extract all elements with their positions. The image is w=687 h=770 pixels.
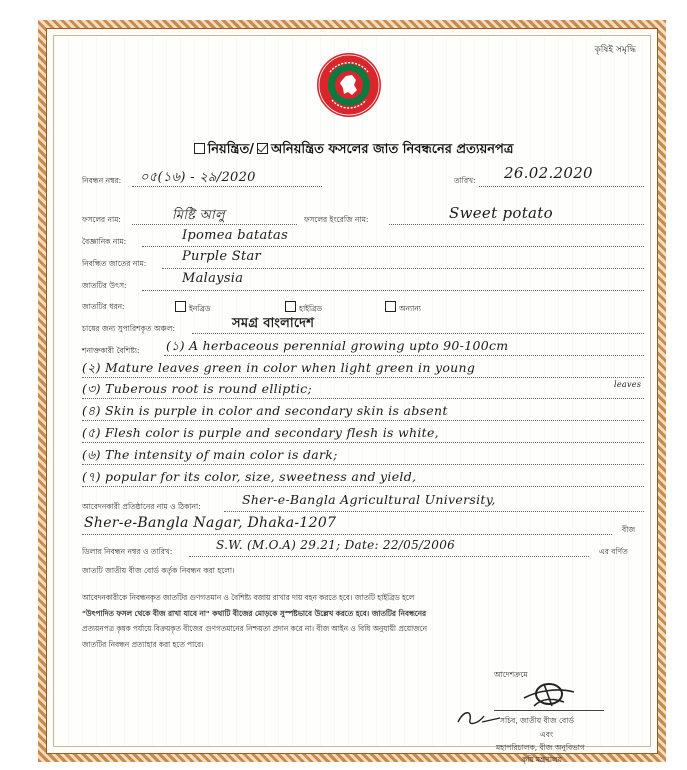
scientific-name-label: বৈজ্ঞানিক নাম:	[82, 237, 127, 246]
notice-line-2: "উৎপাদিত ফসল থেকে বীজ রাখা যাবে না" কথাটি বীজের মোড়কে সুস্পষ্টভাবে উল্লেখ করতে হবে। জাতটির নিবন্ধনের	[82, 608, 427, 618]
trait-6: (৬) The intensity of main color is dark;	[82, 447, 338, 462]
dealer-ref-value: S.W. (M.O.A) 29.21; Date: 22/05/2006	[216, 538, 456, 552]
notice-line-4: জাতটির নিবন্ধন প্রত্যাহার করা হতে পারে।	[82, 639, 204, 649]
title-option-regulated: নিয়ন্ত্রিত/	[207, 142, 254, 157]
trait-2-wrap: leaves	[614, 380, 642, 389]
inbred-checkbox[interactable]	[175, 301, 186, 312]
applicant-address: Sher-e-Bangla Nagar, Dhaka-1207	[84, 515, 337, 531]
certificate-frame	[46, 28, 658, 764]
trait-1: (১) A herbaceous perennial growing upto 90-100cm	[166, 338, 509, 353]
traits-label: শনাক্তকারী বৈশিষ্ট্য:	[82, 346, 140, 355]
certificate-border	[38, 20, 666, 762]
by-order-label: আদেশক্রমে	[494, 670, 528, 679]
applicant-line-2	[82, 534, 612, 535]
applicant-label: আবেদনকারী প্রতিষ্ঠানের নাম ও ঠিকানা:	[82, 502, 201, 511]
variety-type-label: জাতটির ধরন:	[82, 302, 125, 311]
reg-number-label: নিবন্ধন নম্বর:	[82, 176, 122, 185]
unregulated-checkbox[interactable]	[257, 143, 268, 154]
certificate-paper	[53, 35, 651, 764]
ministry-title: কৃষি মন্ত্রণালয়	[522, 755, 563, 764]
inbred-label: ইনব্রিড	[189, 304, 211, 313]
variety-label: নিবন্ধিত জাতের নাম:	[82, 259, 147, 268]
crop-name-label: ফসলের নাম:	[82, 215, 121, 224]
regulated-checkbox[interactable]	[194, 143, 205, 154]
other-label: অন্যান্য	[399, 304, 421, 313]
trait-7: (৭) popular for its color, size, sweetness and yield,	[82, 469, 417, 484]
trait-5: (৫) Flesh color is purple and secondary flesh is white,	[82, 425, 439, 440]
certificate-title	[54, 140, 650, 161]
date-value: 26.02.2020	[504, 164, 593, 182]
type-other-option	[382, 301, 421, 316]
and-label: এবং	[540, 730, 554, 739]
other-checkbox[interactable]	[385, 301, 396, 312]
english-name-label: ফসলের ইংরেজি নাম:	[304, 215, 369, 224]
director-general-title: মহাপরিচালক, বীজ অনুবিভাগ	[496, 743, 585, 752]
signature-line	[494, 710, 604, 711]
scientific-name-value: Ipomea batatas	[182, 228, 289, 243]
notice-paragraph	[82, 590, 652, 652]
registration-closing: জাতটি জাতীয় বীজ বোর্ড কর্তৃক নিবন্ধন করা হলো।	[82, 566, 235, 575]
hybrid-label: হাইব্রিড	[299, 304, 323, 313]
applicant-line-1	[224, 511, 644, 512]
applicant-name: Sher-e-Bangla Agricultural University,	[242, 492, 496, 507]
crop-name-value: মিষ্টি আলু	[172, 208, 225, 223]
origin-line	[142, 290, 644, 291]
notice-line-3: প্রত্যয়নপত্র কৃষক পর্যায়ে বিক্রয়কৃত বীজের গুণগতমানের নিশ্চয়তা প্রদান করে না। বীজ আইন ও বিধি অনুযায়ী প্রয়োজনে	[82, 624, 427, 633]
english-name-value: Sweet potato	[449, 204, 553, 222]
seed-suffix: বীজ	[622, 525, 636, 534]
date-label: তারিখ:	[454, 176, 476, 185]
variety-value: Purple Star	[182, 249, 262, 264]
government-seal-icon	[316, 52, 382, 118]
title-option-unregulated: অনিয়ন্ত্রিত ফসলের জাত নিবন্ধনের প্রত্যয়নপত্র	[270, 142, 514, 157]
type-inbred-option	[172, 301, 210, 316]
origin-label: জাতটির উৎস:	[82, 281, 127, 290]
hybrid-checkbox[interactable]	[285, 301, 296, 312]
recommended-area-value: সমগ্র বাংলাদেশ	[232, 316, 315, 331]
reg-number-value: ০৫(১৬) - ২৯/2020	[140, 170, 256, 185]
dealer-ref-label: ডিলার নিবন্ধন নম্বর ও তারিখ:	[82, 547, 173, 556]
handwritten-signature-icon	[454, 704, 504, 730]
notice-line-1: আবেদনকারীকে নিবন্ধনকৃত জাতটির গুণগতমান ও বৈশিষ্ট্য বজায় রাখার দায় বহন করতে হবে। জাতটি হাইব্রিড হলে	[82, 593, 415, 602]
scientific-name-line	[142, 246, 644, 247]
slogan: কৃষিই সমৃদ্ধি	[594, 45, 636, 55]
trait-2: (২) Mature leaves green in color when light green in young	[82, 360, 476, 375]
secretary-title: সচিব, জাতীয় বীজ বোর্ড	[500, 716, 574, 725]
english-name-line	[389, 224, 644, 225]
recommended-area-label: চাষের জন্য সুপারিশকৃত অঞ্চল:	[82, 324, 175, 333]
dealer-ref-line	[189, 556, 589, 557]
trait-3: (৩) Tuberous root is round elliptic;	[82, 381, 312, 396]
origin-value: Malaysia	[182, 271, 244, 286]
date-line	[479, 186, 644, 187]
trait-4: (৪) Skin is purple in color and secondary skin is absent	[82, 403, 448, 418]
dealer-ref-suffix: এর বর্ণিত	[599, 547, 628, 556]
variety-line	[162, 268, 644, 269]
